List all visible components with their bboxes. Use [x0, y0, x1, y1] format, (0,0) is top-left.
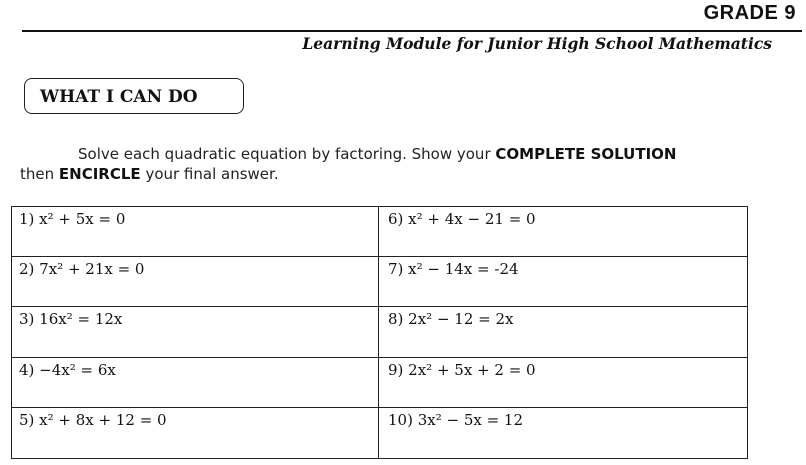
problems-table — [11, 206, 748, 459]
instructions — [20, 144, 800, 184]
problem-7: 7) x² − 14x = -24 — [379, 257, 747, 307]
instructions-text-3: your final answer. — [140, 165, 279, 183]
problem-4: 4) −4x² = 6x — [12, 358, 379, 408]
problem-6: 6) x² + 4x − 21 = 0 — [379, 207, 747, 257]
grade-label: GRADE 9 — [703, 2, 796, 24]
module-subtitle: Learning Module for Junior High School Mathematics — [302, 34, 772, 53]
problem-2: 2) 7x² + 21x = 0 — [12, 257, 379, 307]
problem-8: 8) 2x² − 12 = 2x — [379, 307, 747, 357]
problem-9: 9) 2x² + 5x + 2 = 0 — [379, 358, 747, 408]
problem-10: 10) 3x² − 5x = 12 — [388, 410, 524, 429]
header-divider — [22, 30, 802, 32]
problem-1: 1) x² + 5x = 0 — [12, 207, 379, 257]
instructions-emphasis-1: COMPLETE SOLUTION — [495, 145, 677, 163]
instructions-text-1: Solve each quadratic equation by factoring. Show your — [78, 145, 496, 163]
problem-3: 3) 16x² = 12x — [12, 307, 379, 357]
instructions-text-2: then — [20, 165, 59, 183]
instructions-emphasis-2: ENCIRCLE — [58, 165, 141, 183]
section-title: WHAT I CAN DO — [40, 87, 198, 107]
section-title-box — [24, 78, 244, 114]
problem-5: 5) x² + 8x + 12 = 0 — [12, 408, 379, 458]
